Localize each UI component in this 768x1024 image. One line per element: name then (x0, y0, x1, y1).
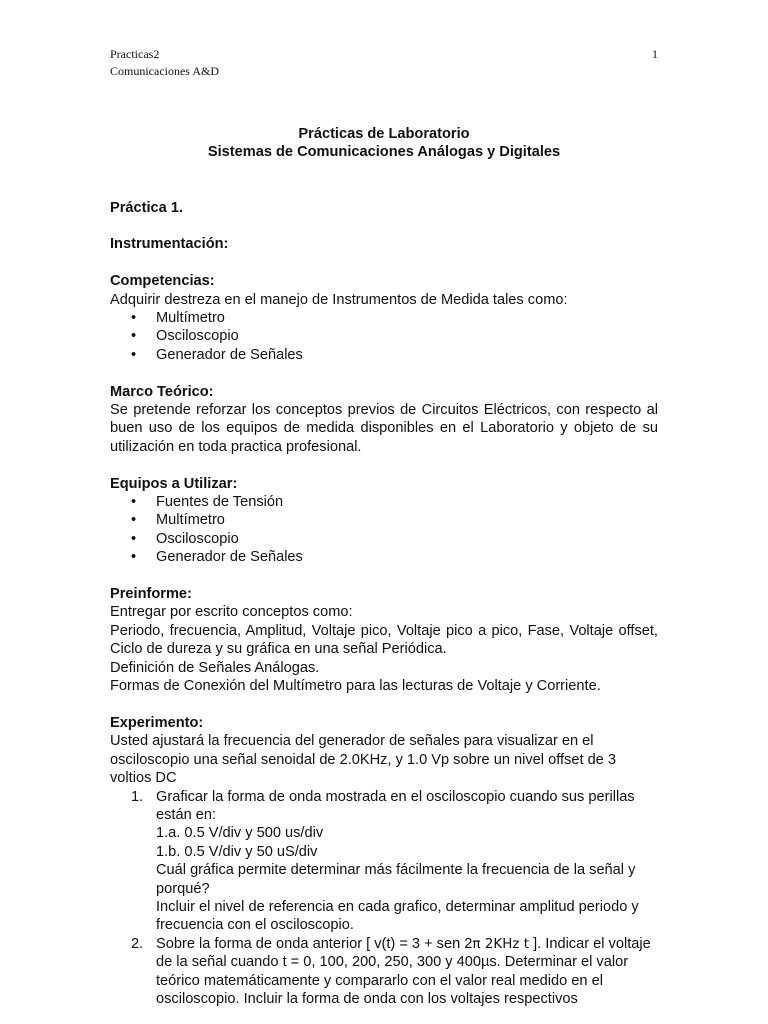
preinforme-line: Definición de Señales Análogas. (110, 659, 320, 676)
list-item: • Generador de Señales (110, 548, 658, 566)
step-text (156, 935, 658, 1009)
step-number: 2. (131, 935, 144, 952)
competencias-list (110, 309, 658, 364)
step-item (110, 935, 658, 1009)
preinforme-line: Entregar por escrito conceptos como: (110, 604, 353, 621)
formula-term: π 2KHz t (472, 935, 530, 952)
preinforme-heading: Preinforme: (110, 586, 192, 603)
practice-topic: Instrumentación: (110, 236, 229, 253)
header-course: Practicas2 (110, 47, 160, 61)
practice-number: Práctica 1. (110, 199, 184, 216)
preinforme-line: Formas de Conexión del Multímetro para las lecturas de Voltaje y Corriente. (110, 678, 601, 695)
page-header (110, 46, 658, 80)
title-line-2: Sistemas de Comunicaciones Análogas y Digitales (207, 144, 561, 161)
step-include: Incluir el nivel de referencia en cada grafico, determinar amplitud periodo y frecuencia con el osciloscopio. (156, 898, 639, 934)
list-item: • Fuentes de Tensión (110, 493, 658, 511)
step-text-pre: Sobre la forma de onda anterior [ v(t) = 3 + sen 2 (156, 935, 473, 952)
competencias-intro: Adquirir destreza en el manejo de Instrumentos de Medida tales como: (110, 291, 568, 308)
experimento-section (110, 714, 658, 1009)
step-sub: 1.b. 0.5 V/div y 50 uS/div (156, 843, 318, 860)
preinforme-section (110, 585, 658, 695)
equipos-section (110, 475, 658, 567)
step-text: Graficar la forma de onda mostrada en el osciloscopio cuando sus perillas están en: (156, 788, 635, 823)
step-number: 1. (131, 788, 144, 805)
page-number: 1 (652, 47, 658, 61)
marco-teorico-section (110, 383, 658, 457)
equipos-heading: Equipos a Utilizar: (110, 475, 238, 492)
experimento-intro: Usted ajustará la frecuencia del generador de señales para visualizar en el osciloscopio una señal senoidal de 2.0KHz, y 1.0 Vp sobre un nivel offset de 3 voltios DC (110, 733, 616, 787)
step-text-post: ]. Indicar el voltaje de la señal cuando t = 0, 100, 200, 250, 300 y 400µs. Determinar el valor teórico matemáticamente y compararlo con el valor real medido en el osciloscopio. Incluir la forma de onda con los voltajes respectivos (156, 935, 651, 1007)
list-item: • Generador de Señales (110, 346, 658, 364)
preinforme-line: Periodo, frecuencia, Amplitud, Voltaje pico, Voltaje pico a pico, Fase, Voltaje offset, Ciclo de dureza y su gráfica en una señal Periódica. (110, 622, 658, 658)
step-sub: 1.a. 0.5 V/div y 500 us/div (156, 825, 324, 842)
marco-heading: Marco Teórico: (110, 383, 214, 400)
list-item: • Multímetro (110, 511, 658, 529)
step-question: Cuál gráfica permite determinar más fácilmente la frecuencia de la señal y porqué? (156, 862, 636, 897)
marco-text: Se pretende reforzar los conceptos previos de Circuitos Eléctricos, con respecto al buen uso de los equipos de medida disponibles en el Laboratorio y objeto de su utilización en toda practica profesional. (110, 402, 658, 455)
document-body (110, 125, 658, 1008)
experimento-heading: Experimento: (110, 714, 204, 731)
title-line-1: Prácticas de Laboratorio (298, 126, 470, 142)
list-item: • Osciloscopio (110, 327, 658, 345)
header-subject: Comunicaciones A&D (110, 64, 219, 78)
document-title (110, 125, 658, 162)
competencias-heading: Competencias: (110, 273, 215, 290)
list-item: • Multímetro (110, 309, 658, 327)
competencias-section (110, 272, 658, 364)
step-item (110, 788, 658, 935)
experimento-steps (110, 788, 658, 1009)
equipos-list (110, 493, 658, 567)
list-item: • Osciloscopio (110, 530, 658, 548)
